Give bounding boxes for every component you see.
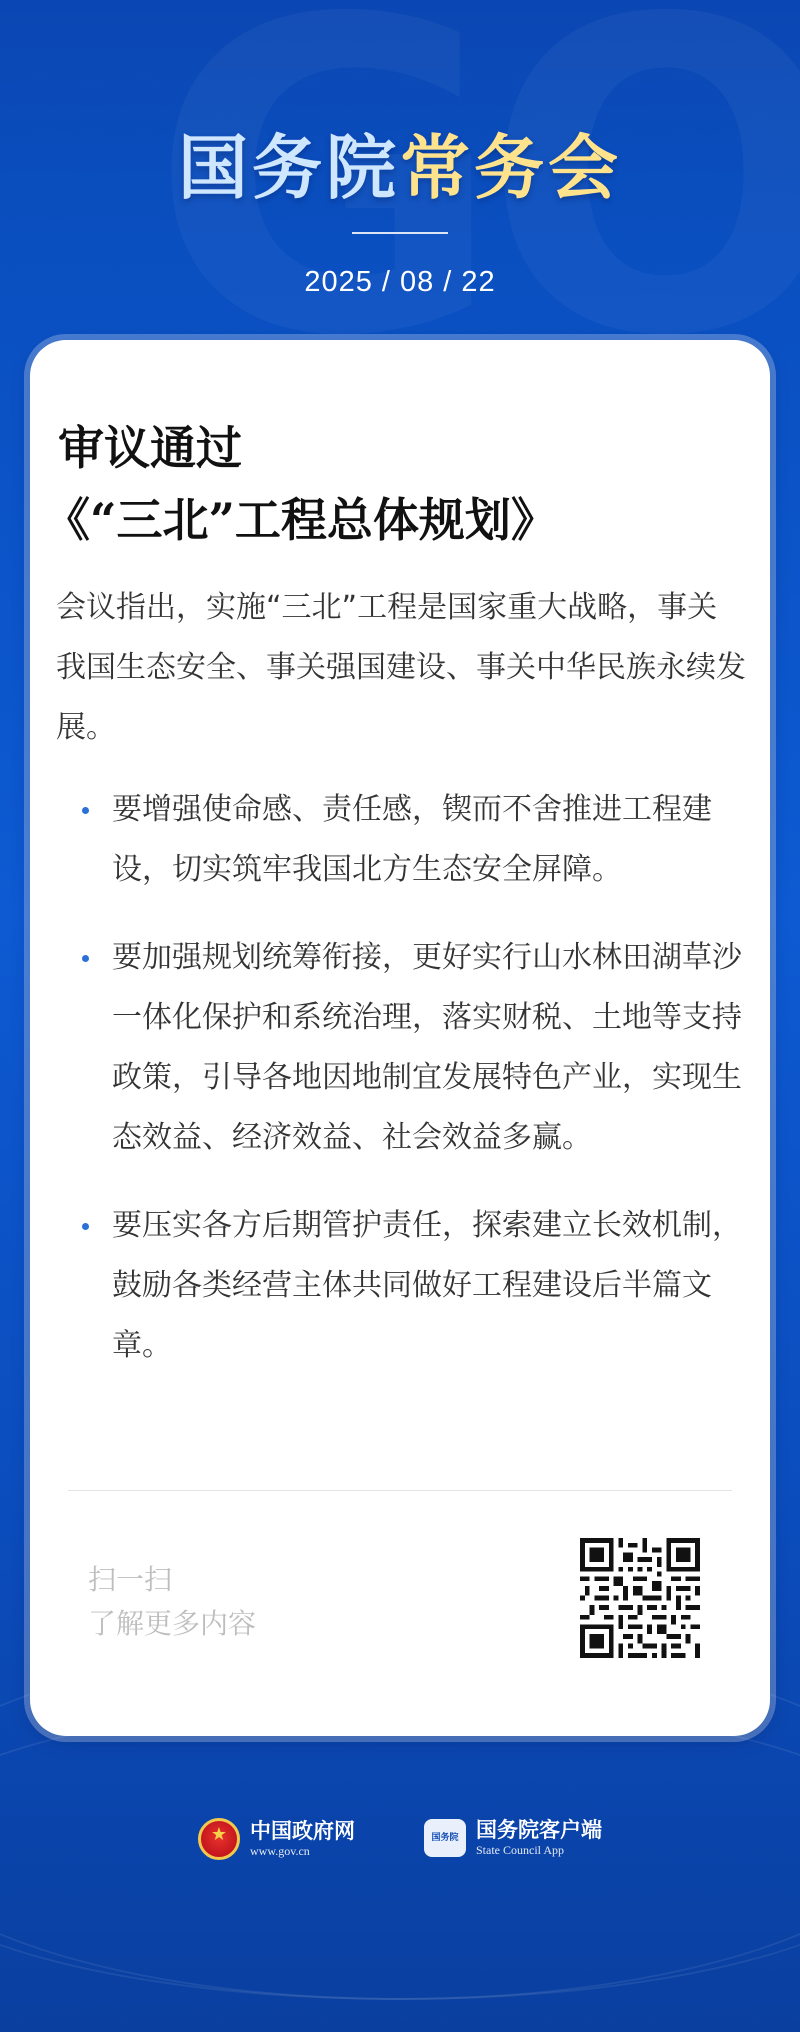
learn-more-label: 了解更多内容 <box>88 1607 257 1640</box>
card-divider <box>68 1490 732 1491</box>
page-title-part1: 国务院 <box>178 127 400 209</box>
state-council-app-brand[interactable] <box>424 1818 602 1858</box>
bullet-text: 要压实各方后期管护责任，探索建立长效机制，鼓励各类经营主体共同做好工程建设后半篇文章。 <box>112 1208 742 1363</box>
article-title-line1: 审议通过 <box>58 421 242 475</box>
bullet-dot-icon <box>82 807 89 814</box>
app-english-name: State Council App <box>476 1843 564 1857</box>
content-card <box>30 340 770 1736</box>
footer <box>0 1818 800 1888</box>
gov-site-brand[interactable] <box>198 1818 355 1860</box>
bullet-dot-icon <box>82 1223 89 1230</box>
article-title-line2: 《“三北”工程总体规划》 <box>44 493 557 547</box>
gov-site-url: www.gov.cn <box>250 1844 310 1858</box>
bullet-item <box>56 928 746 1168</box>
bullet-text: 要加强规划统筹衔接，更好实行山水林田湖草沙一体化保护和系统治理，落实财税、土地等支持政策，引导各地因地制宜发展特色产业，实现生态效益、经济效益、社会效益多赢。 <box>112 940 742 1155</box>
bullet-item <box>56 780 746 900</box>
bullet-item <box>56 1196 746 1376</box>
bullet-list <box>56 780 746 1376</box>
intro-paragraph: 会议指出，实施“三北”工程是国家重大战略，事关我国生态安全、事关强国建设、事关中华民族永续发展。 <box>56 590 746 745</box>
page-title <box>0 112 800 213</box>
qr-code-icon[interactable] <box>580 1538 700 1658</box>
state-council-app-icon: 国务院 <box>424 1819 466 1857</box>
gov-site-name: 中国政府网 <box>250 1819 355 1843</box>
app-name: 国务院客户端 <box>476 1818 602 1842</box>
national-emblem-icon <box>198 1818 240 1860</box>
bullet-dot-icon <box>82 955 89 962</box>
scan-label: 扫一扫 <box>88 1563 173 1596</box>
bullet-text: 要增强使命感、责任感，锲而不舍推进工程建设，切实筑牢我国北方生态安全屏障。 <box>112 792 712 887</box>
page-title-part2: 常务会 <box>400 127 622 209</box>
header-divider <box>352 232 448 234</box>
article-title <box>44 412 748 556</box>
meeting-date: 2025 / 08 / 22 <box>304 266 496 298</box>
